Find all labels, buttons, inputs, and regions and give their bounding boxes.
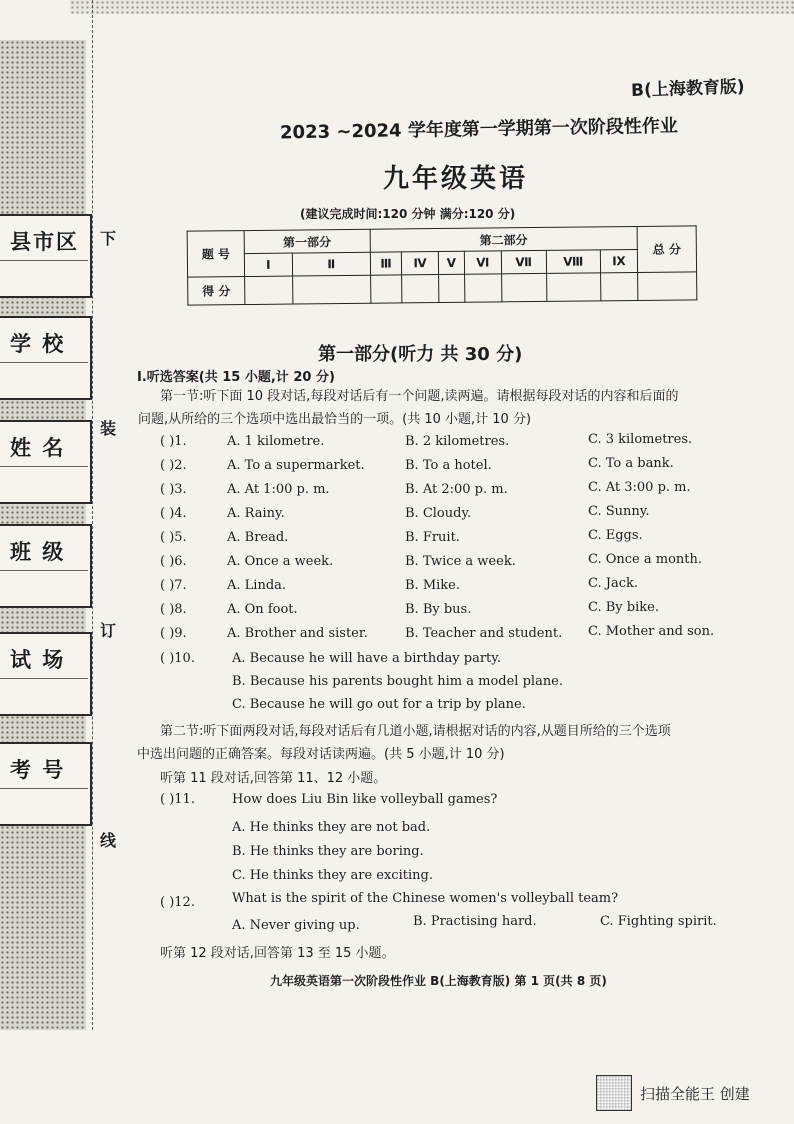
exam-title: 2023 ~2024 学年度第一学期第一次阶段性作业 <box>279 115 678 144</box>
score-cell[interactable] <box>245 276 293 304</box>
option-c: C. To a bank. <box>588 456 674 471</box>
score-cell[interactable] <box>465 274 502 302</box>
binding-mark-ding: 订 <box>100 621 117 640</box>
name-field[interactable] <box>0 420 92 504</box>
question-number[interactable]: ( )1. <box>160 434 187 449</box>
option-b: B. Cloudy. <box>405 506 472 521</box>
question-number[interactable]: ( )3. <box>160 482 187 497</box>
exam-number-label: 考 号 <box>10 758 66 782</box>
option-a: A. To a supermarket. <box>227 458 365 473</box>
roman-1: Ⅰ <box>244 253 292 276</box>
binding-mark-xian: 线 <box>100 831 117 850</box>
binding-line <box>92 0 94 1030</box>
question-number[interactable]: ( )9. <box>160 626 187 641</box>
dialog12-intro: 听第 12 段对话,回答第 13 至 15 小题。 <box>160 946 395 961</box>
option-a: A. Because he will have a birthday party. <box>232 651 502 666</box>
scanner-watermark: 扫描全能王 创建 <box>640 1085 750 1103</box>
option-b: B. By bus. <box>405 602 472 617</box>
roman-8: Ⅷ <box>546 250 600 274</box>
score-cell[interactable] <box>292 275 370 304</box>
question-number[interactable]: ( )2. <box>160 458 187 473</box>
option-b: B. Teacher and student. <box>405 626 563 641</box>
option-b: B. Mike. <box>405 578 460 593</box>
question-stem: What is the spirit of the Chinese women's volleyball team? <box>232 891 619 906</box>
option-a: A. Never giving up. <box>232 918 360 933</box>
option-c: C. Fighting spirit. <box>600 914 717 929</box>
question-number[interactable]: ( )8. <box>160 602 187 617</box>
question-stem: How does Liu Bin like volleyball games? <box>232 792 498 807</box>
class-blank <box>0 570 88 605</box>
option-c: C. Mother and son. <box>588 624 715 639</box>
score-cell[interactable] <box>438 274 465 302</box>
score-table <box>187 225 698 305</box>
question-number[interactable]: ( )6. <box>160 554 187 569</box>
option-b: B. 2 kilometres. <box>405 434 510 449</box>
option-b: B. He thinks they are boring. <box>232 844 424 859</box>
class-field[interactable] <box>0 524 92 608</box>
option-a: A. On foot. <box>227 602 298 617</box>
name-label: 姓 名 <box>10 436 66 460</box>
school-label: 学 校 <box>10 332 66 356</box>
option-b: B. Twice a week. <box>405 554 516 569</box>
option-a: A. He thinks they are not bad. <box>232 820 431 835</box>
section1-intro-line2: 问题,从所给的三个选项中选出最恰当的一项。(共 10 小题,计 10 分) <box>138 412 532 427</box>
row-label-score: 得 分 <box>188 277 245 306</box>
exam-number-blank <box>0 788 88 823</box>
option-b: B. To a hotel. <box>405 458 492 473</box>
option-c: C. At 3:00 p. m. <box>588 480 691 495</box>
roman-9: Ⅸ <box>600 249 637 272</box>
option-a: A. At 1:00 p. m. <box>227 482 330 497</box>
option-c: C. Sunny. <box>588 504 650 519</box>
exam-room-field[interactable] <box>0 632 92 716</box>
class-label: 班 级 <box>10 540 66 564</box>
binding-mark-xia: 下 <box>100 229 117 248</box>
score-cell[interactable] <box>370 275 402 303</box>
total-score-cell[interactable] <box>638 272 697 301</box>
roman-3: Ⅲ <box>370 252 402 275</box>
option-a: A. Once a week. <box>227 554 334 569</box>
qr-code-icon <box>596 1075 632 1111</box>
name-blank <box>0 466 88 501</box>
part1-heading: Ⅰ.听选答案(共 15 小题,计 20 分) <box>137 370 335 385</box>
exam-room-label: 试 场 <box>10 648 66 672</box>
roman-6: Ⅵ <box>464 251 501 274</box>
county-label: 县市区 <box>10 230 79 254</box>
part2-header: 第二部分 <box>370 226 638 252</box>
exam-room-blank <box>0 678 88 713</box>
option-a: A. Linda. <box>227 578 287 593</box>
question-number[interactable]: ( )12. <box>160 895 195 910</box>
question-number[interactable]: ( )10. <box>160 651 195 666</box>
question-number[interactable]: ( )7. <box>160 578 187 593</box>
school-field[interactable] <box>0 316 92 400</box>
option-c: C. Jack. <box>588 576 639 591</box>
option-a: A. Brother and sister. <box>227 626 368 641</box>
score-cell[interactable] <box>501 273 547 301</box>
listening-section-heading: 第一部分(听力 共 30 分) <box>318 344 523 365</box>
subject-title: 九年级英语 <box>383 164 529 194</box>
option-b: B. Fruit. <box>405 530 460 545</box>
option-c: C. Because he will go out for a trip by plane. <box>232 697 526 712</box>
score-cell[interactable] <box>546 273 600 302</box>
scan-shadow-top <box>70 0 794 14</box>
question-number[interactable]: ( )4. <box>160 506 187 521</box>
roman-4: Ⅳ <box>402 252 439 275</box>
exam-number-field[interactable] <box>0 742 92 826</box>
score-cell[interactable] <box>600 272 637 300</box>
page-footer: 九年级英语第一次阶段性作业 B(上海教育版) 第 1 页(共 8 页) <box>270 974 607 988</box>
option-b: B. Practising hard. <box>413 914 537 929</box>
score-cell[interactable] <box>402 275 439 303</box>
question-number[interactable]: ( )11. <box>160 792 195 807</box>
option-b: B. Because his parents bought him a model plane. <box>232 674 564 689</box>
binding-mark-zhuang: 装 <box>100 419 117 438</box>
option-a: A. 1 kilometre. <box>227 434 325 449</box>
option-c: C. Eggs. <box>588 528 643 543</box>
option-c: C. Once a month. <box>588 552 703 567</box>
roman-5: Ⅴ <box>438 251 465 274</box>
option-c: C. By bike. <box>588 600 659 615</box>
dialog11-intro: 听第 11 段对话,回答第 11、12 小题。 <box>160 771 387 786</box>
roman-2: Ⅱ <box>292 252 370 276</box>
option-a: A. Rainy. <box>227 506 285 521</box>
option-c: C. He thinks they are exciting. <box>232 868 433 883</box>
school-blank <box>0 362 88 397</box>
total-header: 总 分 <box>637 226 696 273</box>
option-b: B. At 2:00 p. m. <box>405 482 508 497</box>
option-a: A. Bread. <box>227 530 289 545</box>
option-c: C. 3 kilometres. <box>588 432 693 447</box>
question-number[interactable]: ( )5. <box>160 530 187 545</box>
section2-intro-line2: 中选出问题的正确答案。每段对话读两遍。(共 5 小题,计 10 分) <box>137 747 505 762</box>
roman-7: Ⅶ <box>501 250 546 273</box>
county-blank <box>0 260 88 295</box>
exam-info: (建议完成时间:120 分钟 满分:120 分) <box>300 207 516 221</box>
row-label-question-no: 题 号 <box>187 231 244 278</box>
section1-intro-line1: 第一节:听下面 10 段对话,每段对话后有一个问题,读两遍。请根据每段对话的内容和后面的 <box>160 389 679 404</box>
version-label: B(上海教育版) <box>630 77 745 101</box>
section2-intro-line1: 第二节:听下面两段对话,每段对话后有几道小题,请根据对话的内容,从题目所给的三个选项 <box>160 724 671 739</box>
county-field[interactable] <box>0 214 92 298</box>
part1-header: 第一部分 <box>244 229 370 253</box>
